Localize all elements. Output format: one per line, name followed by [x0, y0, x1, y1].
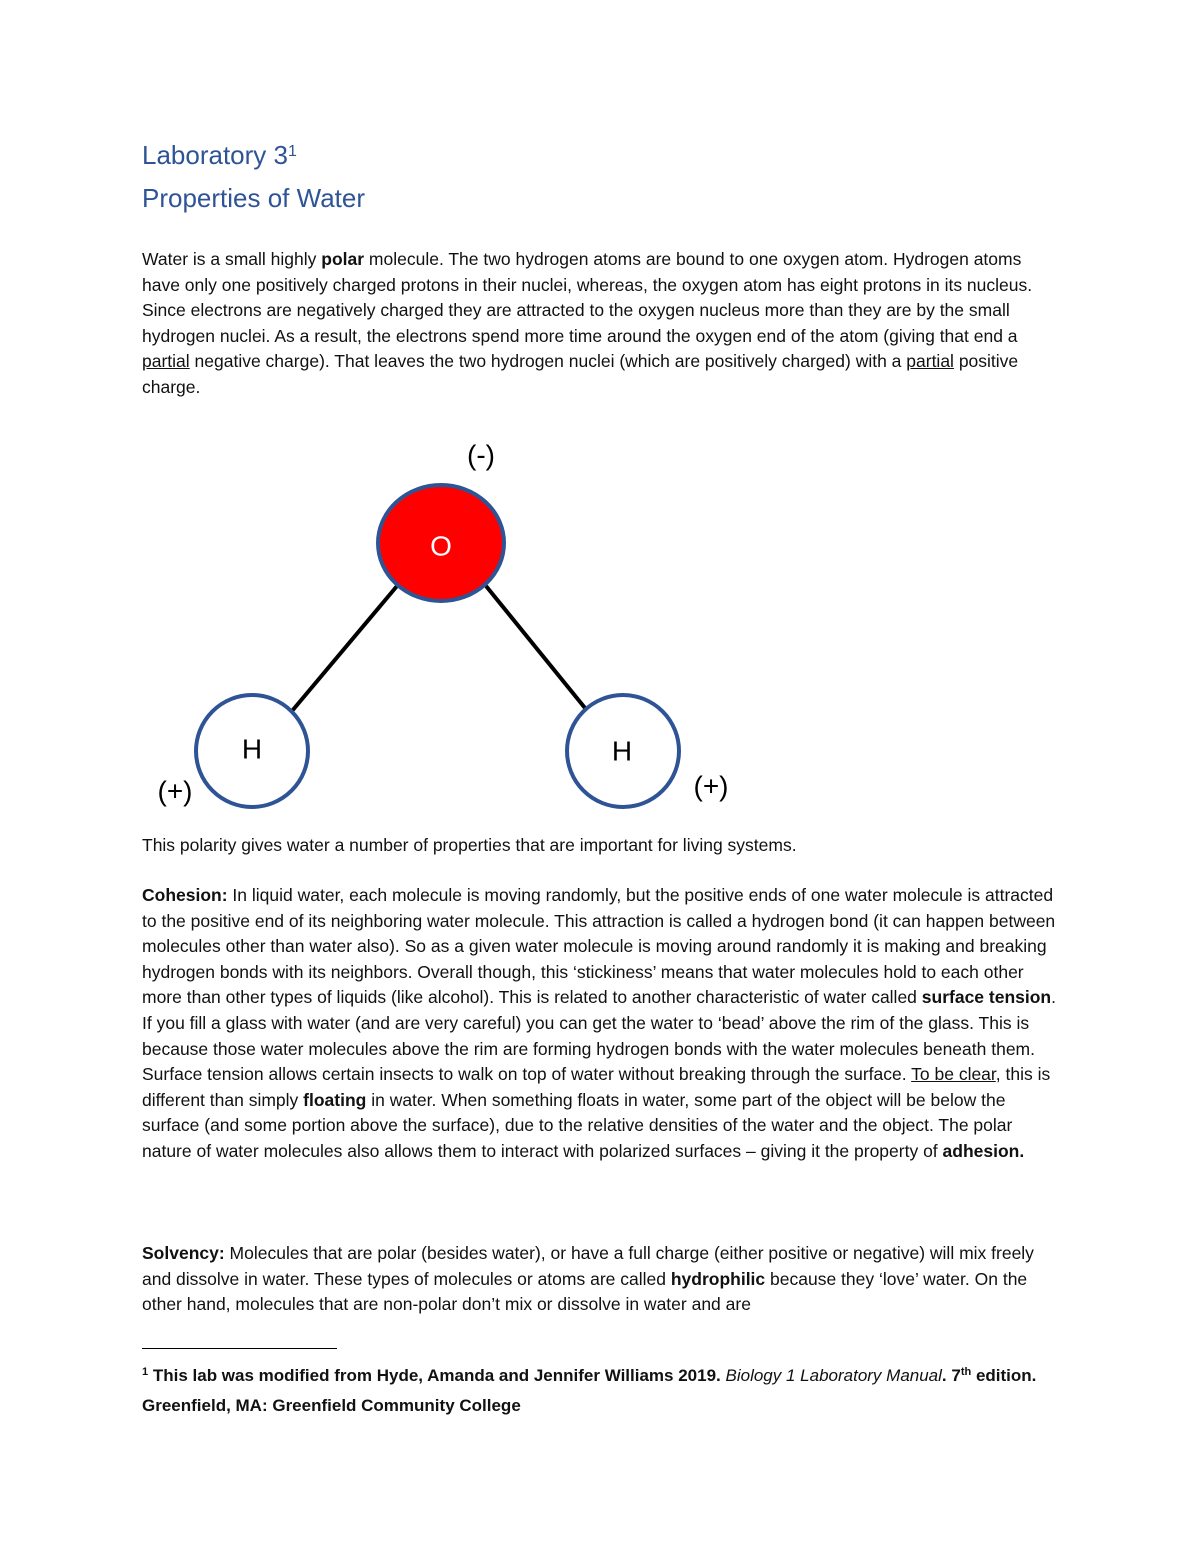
- water-molecule-diagram: [0, 420, 1200, 820]
- partial-term-2: partial: [906, 351, 954, 372]
- footnote-divider: [142, 1348, 337, 1349]
- partial-term-1: partial: [142, 351, 190, 372]
- oxygen-charge: (-): [467, 439, 495, 471]
- intro-text-4: positive charge.: [142, 351, 1019, 397]
- footnote-mark: 1: [142, 1366, 149, 1378]
- bond-left: [292, 586, 397, 711]
- polar-term: polar: [321, 249, 365, 269]
- hydrogen-right-label: H: [611, 735, 633, 767]
- footnote-reference[interactable]: 1: [287, 143, 297, 160]
- floating-term: floating: [303, 1089, 367, 1110]
- hydrogen-right-charge: (+): [693, 770, 729, 802]
- cohesion-text-2: . If you fill a glass with water (and are very careful) you can get the water to ‘bead’ above the rim of the glass. This is because those water molecules above the rim are forming hydrogen bonds with the water molecules beneath them. Surface tension allows certain insects to walk on top of water without breaking through the surface.: [142, 987, 1057, 1085]
- lab-subtitle: Properties of Water: [142, 183, 366, 213]
- surface-tension-term: surface tension: [921, 987, 1052, 1008]
- intro-text-3: negative charge). That leaves the two hydrogen nuclei (which are positively charged) with a: [189, 351, 907, 372]
- solvency-paragraph: [142, 1241, 1062, 1318]
- solvency-text-1: Molecules that are polar (besides water), or have a full charge (either positive or negative) will mix freely and dissolve in water. These types of molecules or atoms are called: [142, 1243, 1034, 1289]
- footnote-text-1: This lab was modified from Hyde, Amanda and Jennifer Williams 2019.: [148, 1366, 726, 1385]
- hydrophilic-term: hydrophilic: [670, 1268, 766, 1289]
- to-be-clear-phrase: To be clear: [911, 1064, 996, 1085]
- footnote-superscript: th: [960, 1366, 972, 1378]
- footnote-text-3: edition. Greenfield, MA: Greenfield Community College: [142, 1366, 1037, 1415]
- cohesion-text-4: in water. When something floats in water, some part of the object will be below the surface (and some portion above the surface), due to the relative densities of the water and the object. The polar nature of water molecules also allows them to interact with polarized surfaces – giving it the property of: [142, 1089, 1013, 1161]
- cohesion-text-1: In liquid water, each molecule is moving randomly, but the positive ends of one water molecule is attracted to the positive end of its neighboring water molecule. This attraction is called a hydrogen bond (it can happen between molecules other than water also). So as a given water molecule is moving around randomly it is making and breaking hydrogen bonds with its neighbors. Overall though, this ‘stickiness’ means that water molecules hold to each other more than other types of liquids (like alcohol). This is related to another characteristic of water called: [142, 885, 1056, 1008]
- hydrogen-left-charge: (+): [157, 775, 193, 807]
- cohesion-heading: Cohesion:: [142, 885, 228, 905]
- solvency-heading: Solvency:: [142, 1243, 225, 1263]
- intro-text-1: Water is a small highly: [142, 249, 322, 269]
- solvency-text-2: because they ‘love’ water. On the other hand, molecules that are non-polar don’t mix or dissolve in water and are: [142, 1268, 1028, 1315]
- footnote: [142, 1362, 1082, 1419]
- intro-paragraph: [142, 247, 1062, 401]
- intro-text-2: molecule. The two hydrogen atoms are bound to one oxygen atom. Hydrogen atoms have only one positively charged protons in their nuclei, whereas, the oxygen atom has eight protons in its nucleus. Since electrons are negatively charged they are attracted to the oxygen nucleus more than they are by the small hydrogen nuclei. As a result, the electrons spend more time around the oxygen end of the atom (giving that end a: [142, 249, 1033, 346]
- lab-title: [142, 140, 297, 175]
- lab-title-text: Laboratory 3: [142, 140, 288, 170]
- adhesion-term: adhesion: [942, 1140, 1020, 1161]
- bond-right: [486, 586, 585, 708]
- footnote-book-title: Biology 1 Laboratory Manual: [725, 1366, 942, 1385]
- footnote-text-2: . 7: [941, 1366, 961, 1385]
- polarity-sentence: This polarity gives water a number of properties that are important for living systems.: [142, 835, 797, 855]
- cohesion-text-3: , this is different than simply: [142, 1064, 1051, 1110]
- hydrogen-left-label: H: [241, 733, 263, 765]
- cohesion-paragraph: [142, 883, 1062, 1165]
- cohesion-text-5: .: [1019, 1140, 1025, 1161]
- oxygen-label: O: [430, 530, 452, 562]
